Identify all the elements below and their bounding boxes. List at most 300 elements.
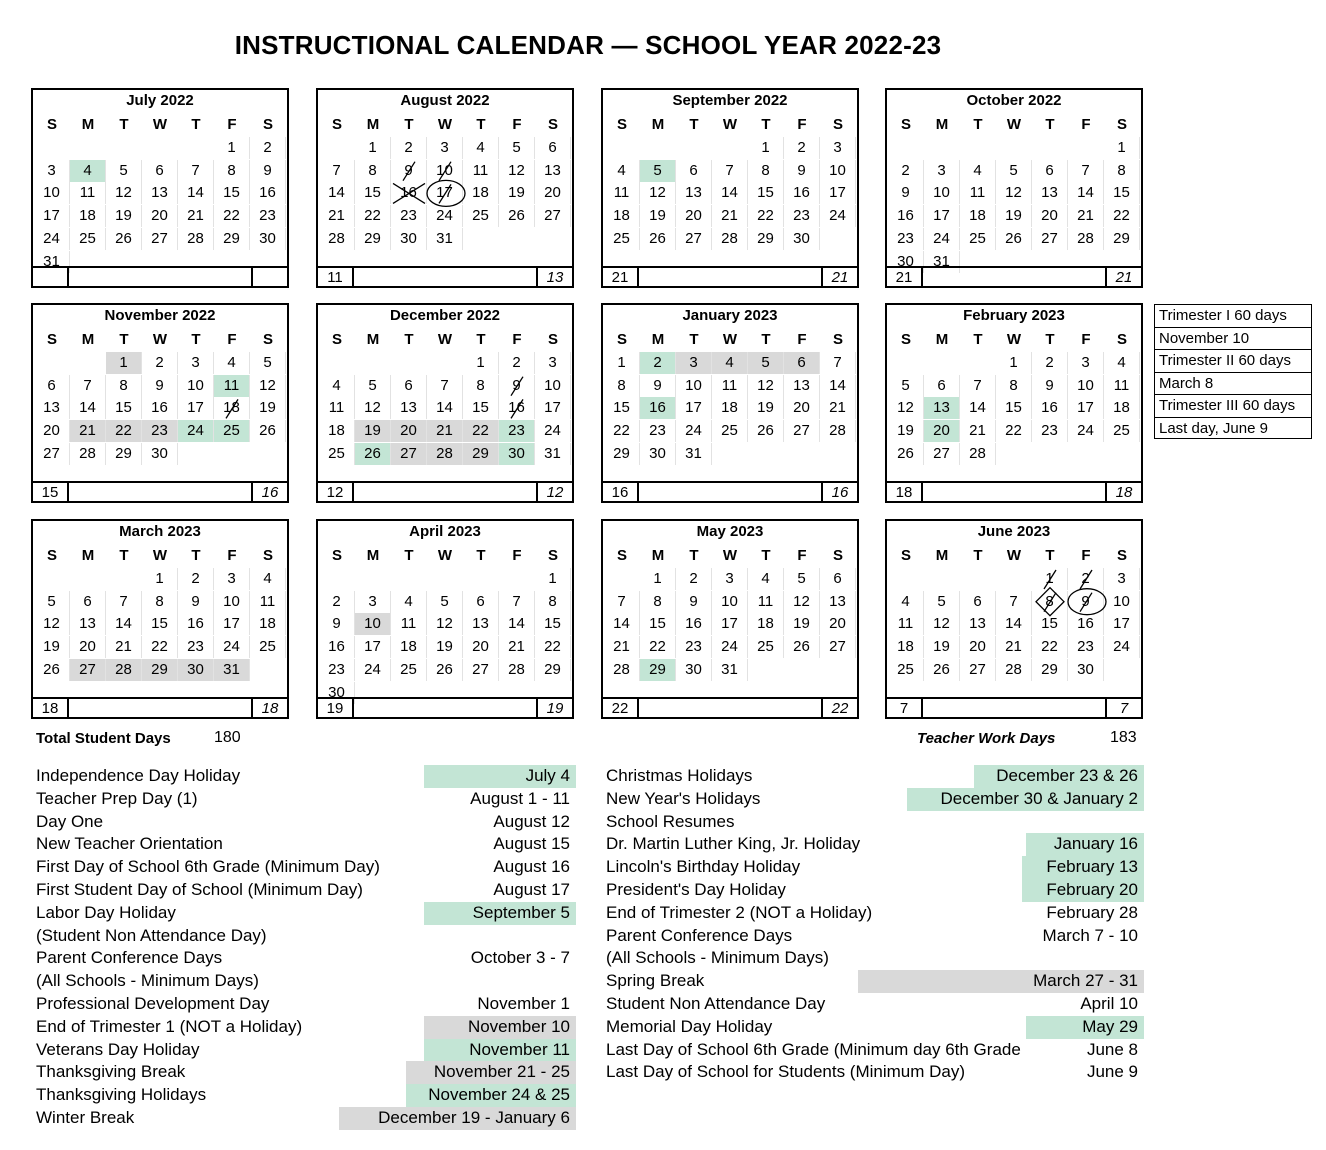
day-cell: 18 <box>70 205 106 227</box>
month-day-count: 11 <box>318 266 354 286</box>
weekday-header: T <box>973 547 983 564</box>
event-date: December 19 - January 6 <box>339 1107 576 1130</box>
month-day-count-italic: 18 <box>251 697 287 717</box>
weekday-header: M <box>651 116 665 133</box>
footer-line <box>887 266 1141 268</box>
day-cell: 16 <box>250 182 286 204</box>
day-cell: 10 <box>1068 375 1104 397</box>
day-cell: 16 <box>676 613 712 635</box>
day-cell: 11 <box>391 613 427 635</box>
month-name: August 2022 <box>400 92 490 109</box>
weekday-header: T <box>1045 331 1055 348</box>
day-cell: 16 <box>319 636 355 658</box>
event-label: Last Day of School for Students (Minimum Day) <box>606 1062 966 1082</box>
weekday-header: S <box>832 116 843 133</box>
weekday-header: S <box>547 116 558 133</box>
day-cell: 26 <box>784 636 820 658</box>
day-cell: 16 <box>640 397 676 419</box>
event-date: June 9 <box>1086 1062 1138 1082</box>
day-cell: 7 <box>996 591 1032 613</box>
event-date: August 15 <box>493 834 570 854</box>
day-cell: 23 <box>1068 636 1104 658</box>
weekday-header: F <box>512 116 522 133</box>
day-cell: 31 <box>427 228 463 250</box>
month-day-count: 22 <box>603 697 639 717</box>
day-cell: 16 <box>178 613 214 635</box>
weekday-header: T <box>1045 116 1055 133</box>
month-day-count: 15 <box>33 481 69 501</box>
event-date: February 28 <box>1046 902 1138 922</box>
day-cell: 26 <box>355 443 391 465</box>
month-name: April 2023 <box>409 523 481 540</box>
day-cell: 3 <box>427 137 463 159</box>
day-cell: 25 <box>1104 420 1140 442</box>
day-cell: 12 <box>888 397 924 419</box>
day-cell: 21 <box>499 636 535 658</box>
day-cell: 11 <box>70 182 106 204</box>
event-label: (All Schools - Minimum Days) <box>36 971 259 991</box>
event-label: Parent Conference Days <box>36 948 223 968</box>
weekday-header: W <box>437 331 453 348</box>
weekday-header: M <box>366 331 380 348</box>
day-cell: 7 <box>1068 160 1104 182</box>
day-cell: 9 <box>391 160 427 182</box>
weekday-header: S <box>1116 547 1127 564</box>
day-cell: 3 <box>1068 352 1104 374</box>
day-cell: 21 <box>604 636 640 658</box>
weekday-header: S <box>616 547 627 564</box>
day-cell: 30 <box>640 443 676 465</box>
weekday-header: W <box>1006 547 1022 564</box>
day-cell: 14 <box>319 182 355 204</box>
day-cell: 2 <box>676 568 712 590</box>
day-cell: 9 <box>499 375 535 397</box>
weekday-header: W <box>722 331 738 348</box>
day-cell: 26 <box>250 420 286 442</box>
day-cell: 18 <box>748 613 784 635</box>
event-label: Spring Break <box>606 971 705 991</box>
day-cell: 8 <box>355 160 391 182</box>
day-cell: 7 <box>604 591 640 613</box>
weekday-header: T <box>476 331 486 348</box>
day-cell: 15 <box>1104 182 1140 204</box>
day-cell: 15 <box>535 613 571 635</box>
day-cell: 8 <box>604 375 640 397</box>
event-label: Dr. Martin Luther King, Jr. Holiday <box>606 834 861 854</box>
day-cell: 19 <box>250 397 286 419</box>
day-cell: 24 <box>820 205 856 227</box>
event-date: November 10 <box>424 1016 576 1039</box>
weekday-header: S <box>900 116 911 133</box>
day-cell: 12 <box>355 397 391 419</box>
weekday-header: T <box>191 547 201 564</box>
month-september-2022 <box>601 88 859 288</box>
day-cell: 8 <box>463 375 499 397</box>
day-cell: 22 <box>1032 636 1068 658</box>
day-cell: 26 <box>34 659 70 681</box>
day-cell: 31 <box>924 251 960 273</box>
day-cell: 18 <box>319 420 355 442</box>
event-label: Independence Day Holiday <box>36 766 241 785</box>
weekday-header: T <box>119 331 129 348</box>
day-cell: 17 <box>712 613 748 635</box>
day-cell: 14 <box>106 613 142 635</box>
day-cell: 27 <box>1032 228 1068 250</box>
day-cell: 6 <box>1032 160 1068 182</box>
day-cell: 3 <box>1104 568 1140 590</box>
event-date: September 5 <box>424 902 576 925</box>
weekday-header: T <box>119 547 129 564</box>
month-day-count: 7 <box>887 697 923 717</box>
month-june-2023 <box>885 519 1143 719</box>
weekday-header: F <box>797 547 807 564</box>
weekday-header: M <box>651 331 665 348</box>
page-title: INSTRUCTIONAL CALENDAR — SCHOOL YEAR 2022-23 <box>234 30 942 60</box>
day-cell: 14 <box>70 397 106 419</box>
trimester-line: Trimester II 60 days <box>1155 350 1311 373</box>
day-cell: 26 <box>748 420 784 442</box>
event-label: Labor Day Holiday <box>36 902 176 922</box>
weekday-header: M <box>366 547 380 564</box>
day-cell: 9 <box>640 375 676 397</box>
day-cell: 22 <box>604 420 640 442</box>
day-cell: 11 <box>463 160 499 182</box>
day-cell: 27 <box>34 443 70 465</box>
day-cell: 30 <box>888 251 924 273</box>
day-cell: 16 <box>784 182 820 204</box>
day-cell: 12 <box>996 182 1032 204</box>
day-cell: 5 <box>640 160 676 182</box>
day-cell: 29 <box>1104 228 1140 250</box>
day-cell: 9 <box>784 160 820 182</box>
weekday-header: S <box>262 331 273 348</box>
day-cell: 5 <box>888 375 924 397</box>
event-date: August 1 - 11 <box>470 788 570 808</box>
day-cell: 26 <box>996 228 1032 250</box>
day-cell: 9 <box>142 375 178 397</box>
day-cell: 28 <box>996 659 1032 681</box>
day-cell: 10 <box>676 375 712 397</box>
day-cell: 13 <box>676 182 712 204</box>
day-cell: 13 <box>960 613 996 635</box>
day-cell: 9 <box>178 591 214 613</box>
day-cell: 30 <box>319 682 355 704</box>
day-cell: 9 <box>888 182 924 204</box>
day-cell: 27 <box>784 420 820 442</box>
month-day-count: 18 <box>887 481 923 501</box>
day-cell: 8 <box>748 160 784 182</box>
event-label: First Student Day of School (Minimum Day) <box>36 880 363 899</box>
day-cell: 27 <box>70 659 106 681</box>
day-cell: 10 <box>355 613 391 635</box>
month-october-2022 <box>885 88 1143 288</box>
month-name: July 2022 <box>126 92 194 109</box>
day-cell: 28 <box>319 228 355 250</box>
day-cell: 4 <box>250 568 286 590</box>
day-cell: 6 <box>924 375 960 397</box>
day-cell: 24 <box>535 420 571 442</box>
day-cell: 10 <box>535 375 571 397</box>
weekday-header: W <box>152 331 168 348</box>
day-cell: 10 <box>214 591 250 613</box>
day-cell: 13 <box>820 591 856 613</box>
day-cell: 27 <box>391 443 427 465</box>
day-cell: 29 <box>604 443 640 465</box>
weekday-header: W <box>1006 116 1022 133</box>
day-cell: 27 <box>535 205 571 227</box>
event-date: February 20 <box>1022 879 1144 902</box>
day-cell: 31 <box>535 443 571 465</box>
day-cell: 28 <box>499 659 535 681</box>
day-cell: 4 <box>748 568 784 590</box>
day-cell: 2 <box>250 137 286 159</box>
day-cell: 19 <box>640 205 676 227</box>
day-cell: 3 <box>535 352 571 374</box>
day-cell: 26 <box>427 659 463 681</box>
event-label: Veterans Day Holiday <box>36 1039 200 1059</box>
event-label: Day One <box>36 811 104 831</box>
day-cell: 12 <box>106 182 142 204</box>
day-cell: 19 <box>924 636 960 658</box>
weekday-header: W <box>152 116 168 133</box>
day-cell: 7 <box>319 160 355 182</box>
day-cell: 21 <box>712 205 748 227</box>
day-cell: 28 <box>427 443 463 465</box>
event-date: October 3 - 7 <box>470 948 570 968</box>
weekday-header: W <box>437 116 453 133</box>
day-cell: 19 <box>106 205 142 227</box>
day-cell: 22 <box>463 420 499 442</box>
day-cell: 2 <box>499 352 535 374</box>
weekday-header: M <box>935 547 949 564</box>
footer-line <box>33 697 287 699</box>
day-cell: 10 <box>712 591 748 613</box>
day-cell: 10 <box>820 160 856 182</box>
day-cell: 26 <box>106 228 142 250</box>
day-cell: 12 <box>427 613 463 635</box>
day-cell: 18 <box>960 205 996 227</box>
weekday-header: T <box>973 116 983 133</box>
day-cell: 13 <box>70 613 106 635</box>
day-cell: 24 <box>1104 636 1140 658</box>
month-name: September 2022 <box>672 92 788 109</box>
weekday-header: T <box>689 547 699 564</box>
event-date: November 24 & 25 <box>406 1084 576 1107</box>
day-cell: 25 <box>70 228 106 250</box>
day-cell: 20 <box>784 397 820 419</box>
event-date: August 12 <box>493 811 570 831</box>
month-name: November 2022 <box>104 307 216 324</box>
day-cell: 17 <box>924 205 960 227</box>
month-day-count-italic: 12 <box>536 481 572 501</box>
day-cell: 28 <box>178 228 214 250</box>
event-label: Professional Development Day <box>36 994 270 1013</box>
day-cell: 6 <box>142 160 178 182</box>
day-cell: 19 <box>499 182 535 204</box>
day-cell: 20 <box>1032 205 1068 227</box>
weekday-header: S <box>832 331 843 348</box>
weekday-header: F <box>512 331 522 348</box>
day-cell: 21 <box>106 636 142 658</box>
weekday-header: T <box>1045 547 1055 564</box>
day-cell: 30 <box>676 659 712 681</box>
day-cell: 8 <box>214 160 250 182</box>
day-cell: 16 <box>499 397 535 419</box>
weekday-header: S <box>547 331 558 348</box>
weekday-header: S <box>262 547 273 564</box>
weekday-header: S <box>1116 331 1127 348</box>
day-cell: 23 <box>142 420 178 442</box>
day-cell: 5 <box>34 591 70 613</box>
month-name: January 2023 <box>682 307 778 324</box>
month-day-count-italic: 7 <box>1105 697 1141 717</box>
footer-line <box>603 266 857 268</box>
weekday-header: T <box>689 116 699 133</box>
day-cell: 24 <box>676 420 712 442</box>
day-cell: 11 <box>250 591 286 613</box>
event-date: February 13 <box>1022 856 1144 879</box>
day-cell: 14 <box>712 182 748 204</box>
day-cell: 8 <box>1032 591 1068 613</box>
day-cell: 14 <box>604 613 640 635</box>
event-date: May 29 <box>1026 1016 1144 1039</box>
day-cell: 26 <box>499 205 535 227</box>
footer-line <box>318 481 572 483</box>
day-cell: 22 <box>996 420 1032 442</box>
day-cell: 25 <box>250 636 286 658</box>
day-cell: 23 <box>784 205 820 227</box>
day-cell: 25 <box>712 420 748 442</box>
month-day-count-italic: 16 <box>821 481 857 501</box>
month-day-count-italic: 18 <box>1105 481 1141 501</box>
footer-line <box>318 266 572 268</box>
weekday-header: M <box>81 331 95 348</box>
day-cell: 8 <box>142 591 178 613</box>
day-cell: 13 <box>391 397 427 419</box>
day-cell: 5 <box>427 591 463 613</box>
footer-line <box>33 481 287 483</box>
event-date: January 16 <box>1026 833 1144 856</box>
day-cell: 20 <box>676 205 712 227</box>
day-cell: 2 <box>391 137 427 159</box>
day-cell: 13 <box>34 397 70 419</box>
day-cell: 27 <box>924 443 960 465</box>
day-cell: 24 <box>427 205 463 227</box>
day-cell: 18 <box>888 636 924 658</box>
weekday-header: T <box>761 547 771 564</box>
day-cell: 4 <box>888 591 924 613</box>
teacher-work-days-label: Teacher Work Days <box>917 730 1056 747</box>
month-day-count: 12 <box>318 481 354 501</box>
day-cell: 26 <box>640 228 676 250</box>
trimester-line: March 8 <box>1155 373 1311 396</box>
day-cell: 23 <box>499 420 535 442</box>
day-cell: 1 <box>640 568 676 590</box>
event-label: End of Trimester 1 (NOT a Holiday) <box>36 1016 303 1036</box>
day-cell: 15 <box>463 397 499 419</box>
day-cell: 3 <box>34 160 70 182</box>
day-cell: 20 <box>142 205 178 227</box>
month-day-count-italic: 13 <box>536 266 572 286</box>
month-day-count: 18 <box>33 697 69 717</box>
day-cell: 29 <box>748 228 784 250</box>
day-cell: 25 <box>888 659 924 681</box>
day-cell: 29 <box>355 228 391 250</box>
day-cell: 14 <box>820 375 856 397</box>
event-label: Thanksgiving Break <box>36 1062 186 1082</box>
event-label: New Teacher Orientation <box>36 834 223 854</box>
day-cell: 30 <box>178 659 214 681</box>
weekday-header: S <box>46 547 57 564</box>
day-cell: 19 <box>34 636 70 658</box>
event-label: Lincoln's Birthday Holiday <box>606 857 801 877</box>
day-cell: 25 <box>391 659 427 681</box>
event-label: Christmas Holidays <box>606 766 753 785</box>
event-date: December 30 & January 2 <box>907 788 1144 811</box>
day-cell: 11 <box>604 182 640 204</box>
day-cell: 7 <box>960 375 996 397</box>
weekday-header: T <box>689 331 699 348</box>
day-cell: 22 <box>1104 205 1140 227</box>
weekday-header: S <box>1116 116 1127 133</box>
day-cell: 20 <box>535 182 571 204</box>
day-cell: 19 <box>996 205 1032 227</box>
day-cell: 7 <box>70 375 106 397</box>
day-cell: 6 <box>535 137 571 159</box>
day-cell: 23 <box>640 420 676 442</box>
day-cell: 19 <box>784 613 820 635</box>
day-cell: 7 <box>427 375 463 397</box>
day-cell: 28 <box>820 420 856 442</box>
month-day-count <box>33 266 69 286</box>
day-cell: 5 <box>250 352 286 374</box>
day-cell: 12 <box>34 613 70 635</box>
day-cell: 9 <box>319 613 355 635</box>
weekday-header: W <box>722 116 738 133</box>
weekday-header: S <box>46 116 57 133</box>
day-cell: 13 <box>1032 182 1068 204</box>
day-cell: 4 <box>214 352 250 374</box>
day-cell: 3 <box>178 352 214 374</box>
day-cell: 30 <box>250 228 286 250</box>
day-cell: 24 <box>924 228 960 250</box>
day-cell: 2 <box>142 352 178 374</box>
day-cell: 24 <box>712 636 748 658</box>
day-cell: 14 <box>996 613 1032 635</box>
month-name: March 2023 <box>119 523 201 540</box>
day-cell: 5 <box>499 137 535 159</box>
weekday-header: S <box>46 331 57 348</box>
event-label: President's Day Holiday <box>606 880 786 899</box>
day-cell: 29 <box>640 659 676 681</box>
day-cell: 15 <box>748 182 784 204</box>
day-cell: 28 <box>712 228 748 250</box>
day-cell: 18 <box>214 397 250 419</box>
day-cell: 31 <box>712 659 748 681</box>
day-cell: 15 <box>604 397 640 419</box>
day-cell: 20 <box>463 636 499 658</box>
day-cell: 12 <box>924 613 960 635</box>
month-day-count-italic: 19 <box>536 697 572 717</box>
day-cell: 3 <box>676 352 712 374</box>
day-cell: 12 <box>499 160 535 182</box>
trimester-box <box>1154 304 1312 439</box>
day-cell: 25 <box>463 205 499 227</box>
day-cell: 28 <box>106 659 142 681</box>
weekday-header: T <box>476 116 486 133</box>
day-cell: 27 <box>463 659 499 681</box>
day-cell: 2 <box>888 160 924 182</box>
